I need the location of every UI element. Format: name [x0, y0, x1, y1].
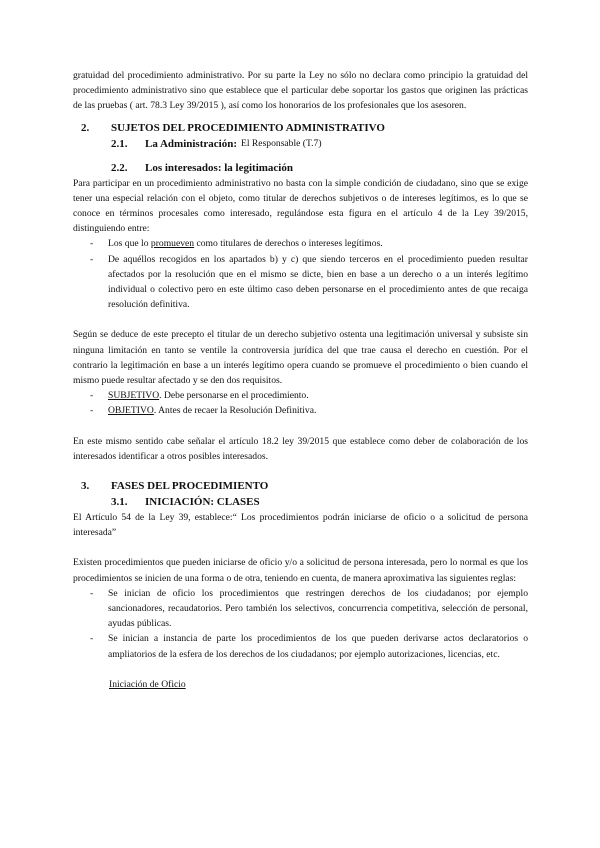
dash-bullet: -	[90, 405, 94, 417]
section-number: 2.	[81, 121, 90, 134]
section-title: FASES DEL PROCEDIMIENTO	[111, 480, 269, 493]
list-item: - Los que lo promueven como titulares de derechos o intereses legítimos.	[73, 236, 528, 251]
list-requisitos	[73, 388, 528, 418]
list-item: - OBJETIVO. Antes de recaer la Resolución Definitiva.	[73, 403, 528, 418]
list-item: - SUBJETIVO. Debe personarse en el procedimiento.	[73, 388, 528, 403]
subheading-iniciacion-oficio: Iniciación de Oficio	[109, 678, 186, 690]
heading-section-2-1	[111, 136, 528, 152]
section-title: SUJETOS DEL PROCEDIMIENTO ADMINISTRATIVO	[111, 121, 385, 134]
paragraph-art54: El Artículo 54 de la Ley 39, establece:“ Los procedimientos podrán iniciarse de oficio o a solicitud de persona interesada”	[73, 512, 528, 539]
list-item: - De aquéllos recogidos en los apartados b) y c) que siendo terceros en el procedimiento pueden resultar afectados por la resolución que en el mismo se dicte, bien en base a un derecho o a un interés legítimo individual o colectivo pero en este último caso deben personarse en el procedimiento antes de que recaiga resolución definitiva.	[73, 252, 528, 313]
subsection-number: 3.1.	[111, 496, 128, 509]
dash-bullet: -	[90, 390, 94, 402]
list-interesados	[73, 236, 528, 312]
subsection-title: La Administración:	[145, 137, 237, 150]
section-number: 3.	[81, 480, 90, 493]
list-item: - Se inician a instancia de parte los procedimientos de los que pueden derivarse actos declaratorios o ampliatorios de la esfera de los derechos de los ciudadanos; por ejemplo autorizaciones, licencias, etc.	[73, 631, 528, 661]
dash-bullet: -	[90, 633, 94, 645]
list-item: - Se inician de oficio los procedimientos que restringen derechos de los ciudadanos; por ejemplo sancionadores, recaudatorios. Pero también los selectivos, concurrencia competitiva, selección de personal, ayudas públicas.	[73, 586, 528, 632]
heading-section-2	[73, 120, 528, 136]
paragraph-existen: Existen procedimientos que pueden iniciarse de oficio y/o a solicitud de persona interesada, pero lo normal es que los procedimientos se inicien de una forma o de otra, teniendo en cuenta, de manera aproximativa las siguientes reglas:	[73, 557, 528, 584]
paragraph-participar: Para participar en un procedimiento administrativo no basta con la simple condición de ciudadano, sino que se exige tener una especial relación con el objeto, como titular de derechos subjetivos o de intereses legítimos, es lo que se conoce en términos procesales como interesado, regulándose esta figura en el artículo 4 de la Ley 39/2015, distinguiendo entre:	[73, 177, 528, 235]
heading-section-3	[73, 478, 528, 494]
underlined-term: promueven	[150, 238, 195, 250]
paragraph-intro: gratuidad del procedimiento administrativo. Por su parte la Ley no sólo no declara como principio la gratuidad del procedimiento administrativo sino que establece que el particular debe soportar los gastos que originen las prácticas de las pruebas ( art. 78.3 Ley 39/2015 ), así como los honorarios de los profesionales que los asesoren.	[73, 70, 528, 112]
heading-section-3-1	[111, 494, 528, 510]
subsection-title: INICIACIÓN: CLASES	[145, 496, 260, 509]
subsection-number: 2.1.	[111, 137, 128, 150]
subsection-text: El Responsable (T.7)	[240, 137, 322, 149]
subsection-title: Los interesados: la legitimación	[145, 161, 293, 174]
paragraph-mismo: En este mismo sentido cabe señalar el artículo 18.2 ley 39/2015 que establece como deber de colaboración de los interesados identificar a otros posibles interesados.	[73, 435, 528, 462]
dash-bullet: -	[90, 238, 94, 250]
document-page	[73, 68, 528, 692]
paragraph-segun: Según se deduce de este precepto el titular de un derecho subjetivo ostenta una legitimación universal y subsiste sin ninguna limitación en tanto se ventile la controversia jurídica del que trae causa el derecho en cuestión. Por el contrario la legitimación en base a un interés legítimo opera cuando se promueve el procedimiento o bien cuando el mismo puede resultar afectado y se den dos requisitos.	[73, 329, 528, 387]
list-reglas	[73, 586, 528, 662]
dash-bullet: -	[90, 587, 94, 599]
subsection-number: 2.2.	[111, 161, 128, 174]
heading-section-2-2	[111, 160, 528, 176]
dash-bullet: -	[90, 253, 94, 265]
underlined-term: SUBJETIVO	[108, 390, 160, 402]
underlined-term: OBJETIVO	[108, 405, 154, 417]
